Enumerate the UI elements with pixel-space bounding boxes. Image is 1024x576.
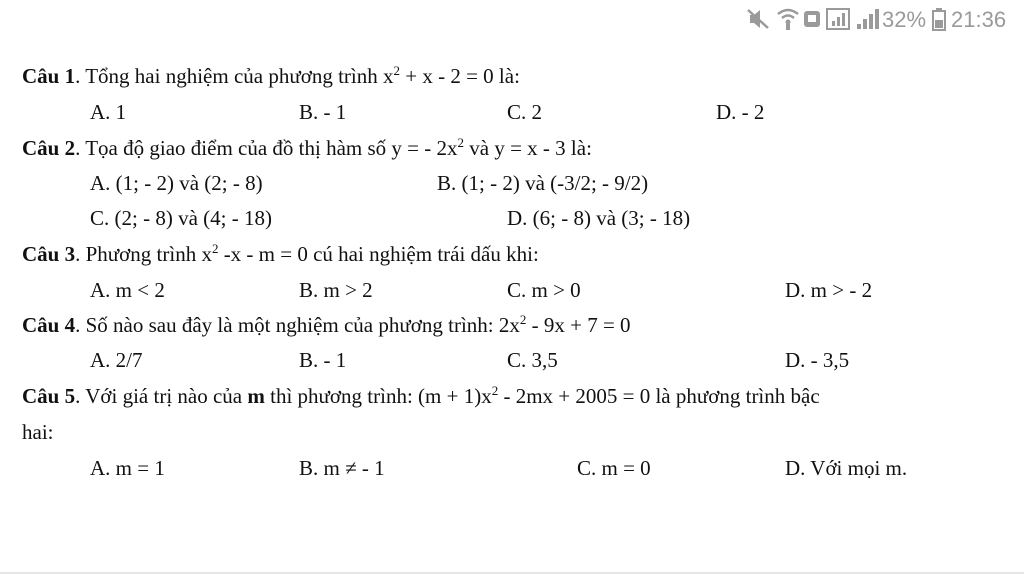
question-text: . Tọa độ giao điểm của đồ thị hàm số y = - 2x: [75, 136, 458, 160]
option-a: A. 1: [90, 100, 127, 124]
question-text: . Với giá trị nào của: [75, 384, 248, 408]
option-b: B. (1; - 2) và (-3/2; - 9/2): [437, 171, 649, 195]
battery-percent: 32%: [882, 7, 927, 32]
question-text: thì phương trình: (m + 1)x: [264, 384, 492, 408]
clock-time: 21:36: [951, 7, 1007, 32]
notification-icon: [802, 6, 822, 37]
option-c: C. 2: [507, 100, 543, 124]
option-a: A. m = 1: [90, 456, 165, 480]
option-a: A. (1; - 2) và (2; - 8): [90, 171, 263, 195]
exponent: 2: [457, 135, 464, 150]
exponent: 2: [519, 312, 527, 327]
question-text: và y = x - 3 là:: [464, 136, 592, 160]
option-d: D. Với mọi m.: [785, 456, 908, 480]
option-c: C. 3,5: [507, 348, 558, 372]
exponent: 2: [393, 63, 400, 78]
question-text: . Số nào sau đây là một nghiệm của phương trình: 2x: [75, 313, 520, 337]
option-a: A. 2/7: [90, 348, 143, 372]
option-b: B. m > 2: [299, 278, 373, 302]
question-text: + x - 2 = 0 là:: [400, 64, 520, 88]
exponent: 2: [211, 241, 219, 256]
option-c: C. m > 0: [507, 278, 581, 302]
option-b: B. m ≠ - 1: [299, 456, 385, 480]
question-label: Câu 5: [22, 384, 76, 408]
question-5: [22, 384, 820, 409]
question-label: Câu 2: [22, 136, 76, 160]
option-d: D. m > - 2: [785, 278, 873, 302]
option-c: C. m = 0: [577, 456, 651, 480]
bottom-divider: [0, 572, 1024, 574]
option-b: B. - 1: [299, 348, 347, 372]
question-label: Câu 1: [22, 64, 76, 88]
question-text: - 9x + 7 = 0: [526, 313, 631, 337]
signal-box-icon: [826, 6, 852, 37]
option-d: D. (6; - 8) và (3; - 18): [507, 206, 691, 230]
question-5-wrap: hai:: [22, 420, 54, 444]
question-label: Câu 3: [22, 242, 76, 266]
question-4: [22, 313, 631, 338]
question-3: [22, 242, 539, 267]
question-label: Câu 4: [22, 313, 76, 337]
option-b: B. - 1: [299, 100, 347, 124]
question-text: . Tổng hai nghiệm của phương trình x: [75, 64, 394, 88]
battery-icon: [932, 6, 946, 37]
bold-variable: m: [247, 384, 265, 408]
question-text: -x - m = 0 cú hai nghiệm trái dấu khi:: [218, 242, 539, 266]
option-a: A. m < 2: [90, 278, 165, 302]
question-2: [22, 136, 592, 161]
option-d: D. - 2: [716, 100, 765, 124]
mute-icon: [746, 6, 770, 37]
question-1: [22, 64, 520, 89]
option-c: C. (2; - 8) và (4; - 18): [90, 206, 272, 230]
status-bar: [0, 0, 1024, 40]
exponent: 2: [491, 383, 499, 398]
signal-bars-icon: [856, 6, 880, 37]
wifi-icon: [776, 6, 800, 37]
option-d: D. - 3,5: [785, 348, 850, 372]
question-text: - 2mx + 2005 = 0 là phương trình bậc: [498, 384, 820, 408]
question-text: . Phương trình x: [75, 242, 212, 266]
